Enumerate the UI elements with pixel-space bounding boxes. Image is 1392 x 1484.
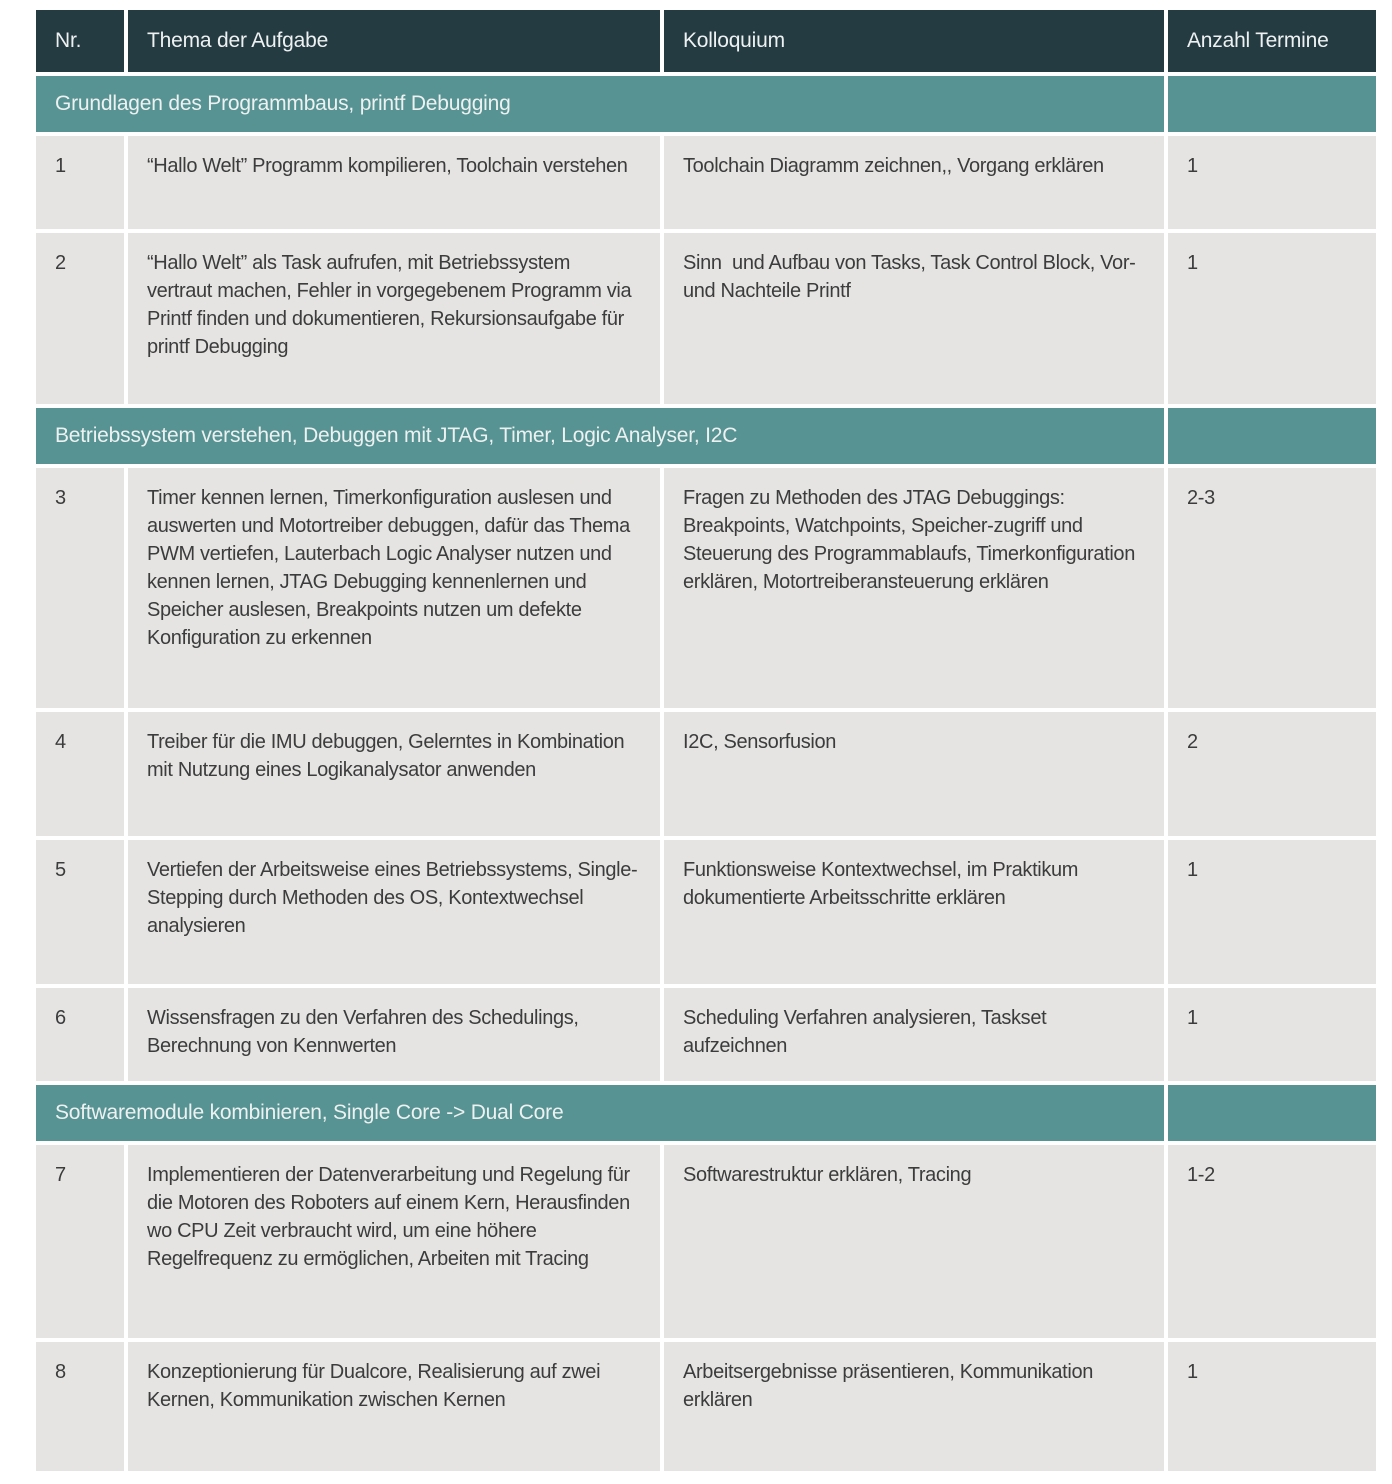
column-header-kolloquium: Kolloquium	[664, 10, 1164, 72]
cell-kolloquium: Fragen zu Methoden des JTAG Debuggings: Breakpoints, Watchpoints, Speicher-zugriff und Steuerung des Programmablaufs, Timerkonfiguration erklären, Motortreiberansteuerung erklären	[664, 468, 1164, 708]
section-title: Grundlagen des Programmbaus, printf Debugging	[36, 76, 1164, 132]
cell-nr: 2	[36, 233, 124, 404]
cell-thema: Wissensfragen zu den Verfahren des Schedulings, Berechnung von Kennwerten	[128, 988, 660, 1081]
column-header-anzahl-termine: Anzahl Termine	[1168, 10, 1376, 72]
cell-nr: 8	[36, 1342, 124, 1471]
column-header-nr: Nr.	[36, 10, 124, 72]
cell-kolloquium: Funktionsweise Kontextwechsel, im Praktikum dokumentierte Arbeitsschritte erklären	[664, 840, 1164, 984]
cell-thema: Konzeptionierung für Dualcore, Realisierung auf zwei Kernen, Kommunikation zwischen Kernen	[128, 1342, 660, 1471]
cell-termine: 2	[1168, 712, 1376, 836]
cell-kolloquium: Sinn und Aufbau von Tasks, Task Control Block, Vor- und Nachteile Printf	[664, 233, 1164, 404]
cell-kolloquium: Scheduling Verfahren analysieren, Taskset aufzeichnen	[664, 988, 1164, 1081]
course-schedule-table	[36, 10, 1376, 1471]
section-title: Softwaremodule kombinieren, Single Core -> Dual Core	[36, 1085, 1164, 1141]
cell-termine: 1	[1168, 840, 1376, 984]
cell-thema: Timer kennen lernen, Timerkonfiguration auslesen und auswerten und Motortreiber debuggen, dafür das Thema PWM vertiefen, Lauterbach Logic Analyser nutzen und kennen lernen, JTAG Debugging kennenlernen und Speicher auslesen, Breakpoints nutzen um defekte Konfiguration zu erkennen	[128, 468, 660, 708]
cell-kolloquium: I2C, Sensorfusion	[664, 712, 1164, 836]
cell-thema: “Hallo Welt” als Task aufrufen, mit Betriebssystem vertraut machen, Fehler in vorgegebenem Programm via Printf finden und dokumentieren, Rekursionsaufgabe für printf Debugging	[128, 233, 660, 404]
cell-thema: Implementieren der Datenverarbeitung und Regelung für die Motoren des Roboters auf einem Kern, Herausfinden wo CPU Zeit verbraucht wird, um eine höhere Regelfrequenz zu ermöglichen, Arbeiten mit Tracing	[128, 1145, 660, 1338]
column-header-thema: Thema der Aufgabe	[128, 10, 660, 72]
cell-thema: “Hallo Welt” Programm kompilieren, Toolchain verstehen	[128, 136, 660, 229]
cell-nr: 3	[36, 468, 124, 708]
cell-termine: 2-3	[1168, 468, 1376, 708]
cell-kolloquium: Toolchain Diagramm zeichnen,, Vorgang erklären	[664, 136, 1164, 229]
cell-nr: 1	[36, 136, 124, 229]
section-header-filler	[1168, 408, 1376, 464]
cell-termine: 1-2	[1168, 1145, 1376, 1338]
cell-termine: 1	[1168, 988, 1376, 1081]
cell-nr: 4	[36, 712, 124, 836]
cell-nr: 6	[36, 988, 124, 1081]
section-header-filler	[1168, 1085, 1376, 1141]
cell-kolloquium: Arbeitsergebnisse präsentieren, Kommunikation erklären	[664, 1342, 1164, 1471]
cell-thema: Vertiefen der Arbeitsweise eines Betriebssystems, Single-Stepping durch Methoden des OS, Kontextwechsel analysieren	[128, 840, 660, 984]
cell-kolloquium: Softwarestruktur erklären, Tracing	[664, 1145, 1164, 1338]
cell-thema: Treiber für die IMU debuggen, Gelerntes in Kombination mit Nutzung eines Logikanalysator anwenden	[128, 712, 660, 836]
cell-nr: 7	[36, 1145, 124, 1338]
cell-nr: 5	[36, 840, 124, 984]
cell-termine: 1	[1168, 136, 1376, 229]
section-title: Betriebssystem verstehen, Debuggen mit JTAG, Timer, Logic Analyser, I2C	[36, 408, 1164, 464]
cell-termine: 1	[1168, 1342, 1376, 1471]
section-header-filler	[1168, 76, 1376, 132]
cell-termine: 1	[1168, 233, 1376, 404]
